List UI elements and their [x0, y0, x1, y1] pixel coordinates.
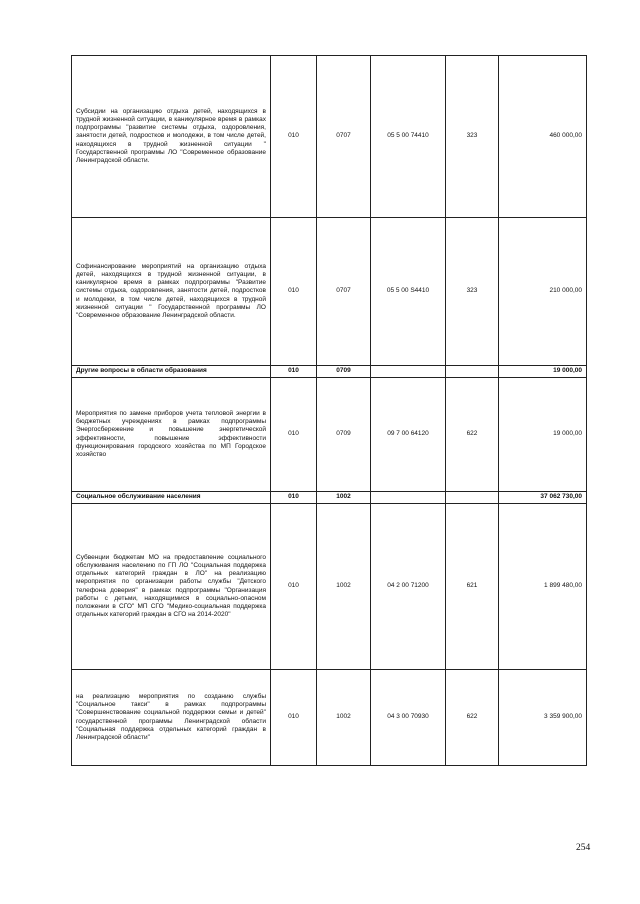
row-description: Мероприятия по замене приборов учета тепловой энергии в бюджетных учреждениях в рамках подпрограммы Энергосбережение и повышение энергетической эффективности, повышение эффективности функционирования городского хозяйства по МП Городское хозяйство [72, 378, 271, 492]
table-row-section-header [72, 366, 587, 378]
row-target-article: 04 2 00 71200 [371, 504, 446, 670]
row-description: Другие вопросы в области образования [72, 366, 271, 378]
row-code: 010 [271, 56, 317, 218]
page-number: 254 [576, 843, 591, 853]
row-expense-type: 622 [446, 670, 499, 766]
row-section: 0707 [317, 56, 371, 218]
row-target-article: 05 5 00 74410 [371, 56, 446, 218]
row-amount: 210 000,00 [499, 218, 587, 366]
row-section: 0709 [317, 366, 371, 378]
table-row [72, 218, 587, 366]
row-amount: 3 359 900,00 [499, 670, 587, 766]
row-description: на реализацию мероприятия по созданию службы "Социальное такси" в рамках подпрограммы "Совершенствование социальной поддержки семьи и детей" государственной программы Ленинградской области "Социальная поддержка отдельных категорий граждан в Ленинградской области" [72, 670, 271, 766]
row-amount: 1 899 480,00 [499, 504, 587, 670]
row-code: 010 [271, 492, 317, 504]
row-expense-type: 621 [446, 504, 499, 670]
row-description: Софинансирование мероприятий на организацию отдыха детей, находящихся в трудной жизненной ситуации, в каникулярное время в рамках подпрограммы "Развитие системы отдыха, оздоровления, занятости детей, подростков и молодежи, в том числе детей, находящихся в трудной жизненной ситуации " Государственной программы ЛО "Современное образование Ленинградской области. [72, 218, 271, 366]
row-target-article: 04 3 00 70930 [371, 670, 446, 766]
row-code: 010 [271, 670, 317, 766]
row-amount: 460 000,00 [499, 56, 587, 218]
row-amount: 37 062 730,00 [499, 492, 587, 504]
row-description: Субвенции бюджетам МО на предоставление социального обслуживания населению по ГП ЛО "Социальная поддержка отдельных категорий граждан в ЛО" на реализацию мероприятия по организации работы службы "Детского телефона доверия" в рамках подпрограммы "Организация работы с детьми, находящимися в социально-опасном положении в СГО" МП СГО "Медико-социальная поддержка отдельных категорий граждан в СГО на 2014-2020" [72, 504, 271, 670]
row-section: 1002 [317, 504, 371, 670]
row-section: 0709 [317, 378, 371, 492]
row-amount: 19 000,00 [499, 378, 587, 492]
row-description: Социальное обслуживание населения [72, 492, 271, 504]
row-expense-type: 323 [446, 218, 499, 366]
row-expense-type: 622 [446, 378, 499, 492]
table-row [72, 56, 587, 218]
row-code: 010 [271, 504, 317, 670]
row-amount: 19 000,00 [499, 366, 587, 378]
row-section: 1002 [317, 670, 371, 766]
row-expense-type: 323 [446, 56, 499, 218]
row-target-article: 05 5 00 S4410 [371, 218, 446, 366]
row-section: 1002 [317, 492, 371, 504]
row-target-article [371, 492, 446, 504]
budget-table [71, 55, 587, 766]
row-target-article [371, 366, 446, 378]
row-expense-type [446, 366, 499, 378]
table-row [72, 670, 587, 766]
row-code: 010 [271, 366, 317, 378]
table-row-section-header [72, 492, 587, 504]
row-code: 010 [271, 218, 317, 366]
table-row [72, 504, 587, 670]
row-target-article: 09 7 00 64120 [371, 378, 446, 492]
table-row [72, 378, 587, 492]
row-code: 010 [271, 378, 317, 492]
row-expense-type [446, 492, 499, 504]
row-section: 0707 [317, 218, 371, 366]
row-description: Субсидии на организацию отдыха детей, находящихся в трудной жизненной ситуации, в каникулярное время в рамках подпрограммы "развитие системы отдыха, оздоровления, занятости детей, подростков и молодежи, в том числе детей, находящихся в трудной жизненной ситуации " Государственной программы ЛО "Современное образование Ленинградской области. [72, 56, 271, 218]
